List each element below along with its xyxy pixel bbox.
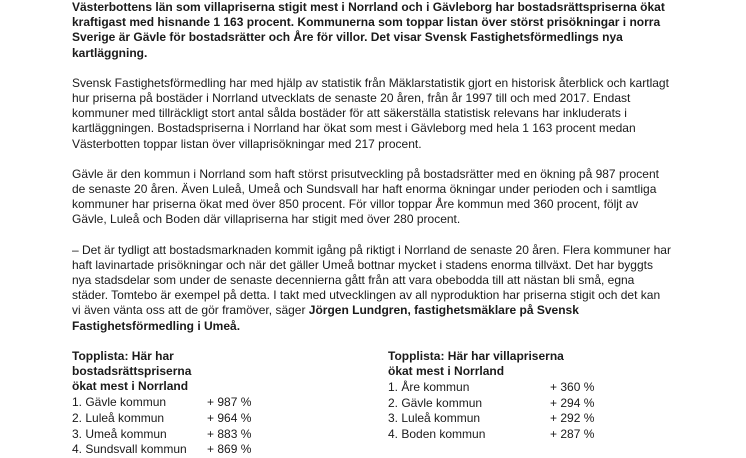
price-change: + 869 % [207,442,252,457]
toplist-bostadsratt [72,349,292,458]
price-change: + 294 % [550,395,595,410]
municipality-name: 1. Åre kommun [388,380,470,395]
body-paragraph-1: Svensk Fastighetsförmedling har med hjälp av statistik från Mäklarstatistik gjort en historisk återblick och kartlagt hur priserna på bostäder i Norrland utvecklats de senaste 20 åren, från år 1997 till och med 2017. Endast kommuner med tillräckligt stort antal sålda bostäder för att säkerställa statistisk relevans har inkluderats i kartläggningen. Bostadspriserna i Norrland har ökat som mest i Gävleborg med hela 1 163 procent medan Västerbotten toppar listan över villaprisökningar med 217 procent. [72,75,669,151]
list-item [72,442,292,458]
municipality-name: 4. Boden kommun [388,427,486,442]
toplist-villa [388,349,608,443]
price-change: + 292 % [550,411,595,426]
toplist-title-line: Topplista: Här har villapriserna [388,348,564,363]
list-item [388,411,608,427]
municipality-name: 3. Umeå kommun [72,426,167,441]
list-item [388,380,608,396]
quote-speaker: Jörgen Lundgren, fastighetsmäklare på Svensk Fastighetsförmedling i Umeå. [72,303,579,333]
toplist-title [72,349,292,395]
list-item [388,396,608,412]
toplist-title-line: ökat mest i Norrland [388,364,505,379]
municipality-name: 1. Gävle kommun [72,395,167,410]
price-change: + 360 % [550,380,595,395]
price-change: + 987 % [207,395,252,410]
price-change: + 883 % [207,426,252,441]
lead-paragraph: Västerbottens län som villapriserna stigit mest i Norrland och i Gävleborg har bostadsrättspriserna ökat kraftigast med hisnande 1 163 procent. Kommunerna som toppar listan över störst prisökningar i norra Sverige är Gävle för bostadsrätter och Åre för villor. Det visar Svensk Fastighetsförmedlings nya kartläggning. [72,0,665,60]
toplist-title-line: ökat mest i Norrland [72,379,189,394]
municipality-name: 3. Luleå kommun [388,411,481,426]
toplist-title [388,349,608,379]
press-release [72,0,672,457]
quote-text: – Det är tydligt att bostadsmarknaden kommit igång på riktigt i Norrland de senaste 20 åren. Flera kommuner har haft lavinartade prisökningar och när det gäller Umeå bottnar mycket i stadens enorma tillväxt. Det har byggts nya stadsdelar som under de senaste decennierna gått från att vara obebodda till att nästan bli små, egna städer. Tomtebo är exempel på detta. I takt med utvecklingen av all nyproduktion har priserna stigit och det kan vi även vänta oss att de gör framöver, säger [72,242,671,318]
list-item [72,395,292,411]
toplist-title-line: Topplista: Här har bostadsrättspriserna [72,348,192,379]
municipality-name: 2. Gävle kommun [388,395,483,410]
list-item [388,427,608,443]
municipality-name: 2. Luleå kommun [72,411,165,426]
body-paragraph-2: Gävle är den kommun i Norrland som haft störst prisutveckling på bostadsrätter med en ökning på 987 procent de senaste 20 åren. Även Luleå, Umeå och Sundsvall har haft enorma ökningar under perioden och i samtliga kommuner har priserna ökat med över 850 procent. För villor toppar Åre kommun med 360 procent, följt av Gävle, Luleå och Boden där villapriserna har stigit med över 280 procent. [72,166,659,227]
price-change: + 964 % [207,411,252,426]
municipality-name: 4. Sundsvall kommun [72,442,187,457]
list-item [72,427,292,443]
price-change: + 287 % [550,427,595,442]
list-item [72,411,292,427]
quote-paragraph [72,243,672,334]
toplists [72,348,672,457]
